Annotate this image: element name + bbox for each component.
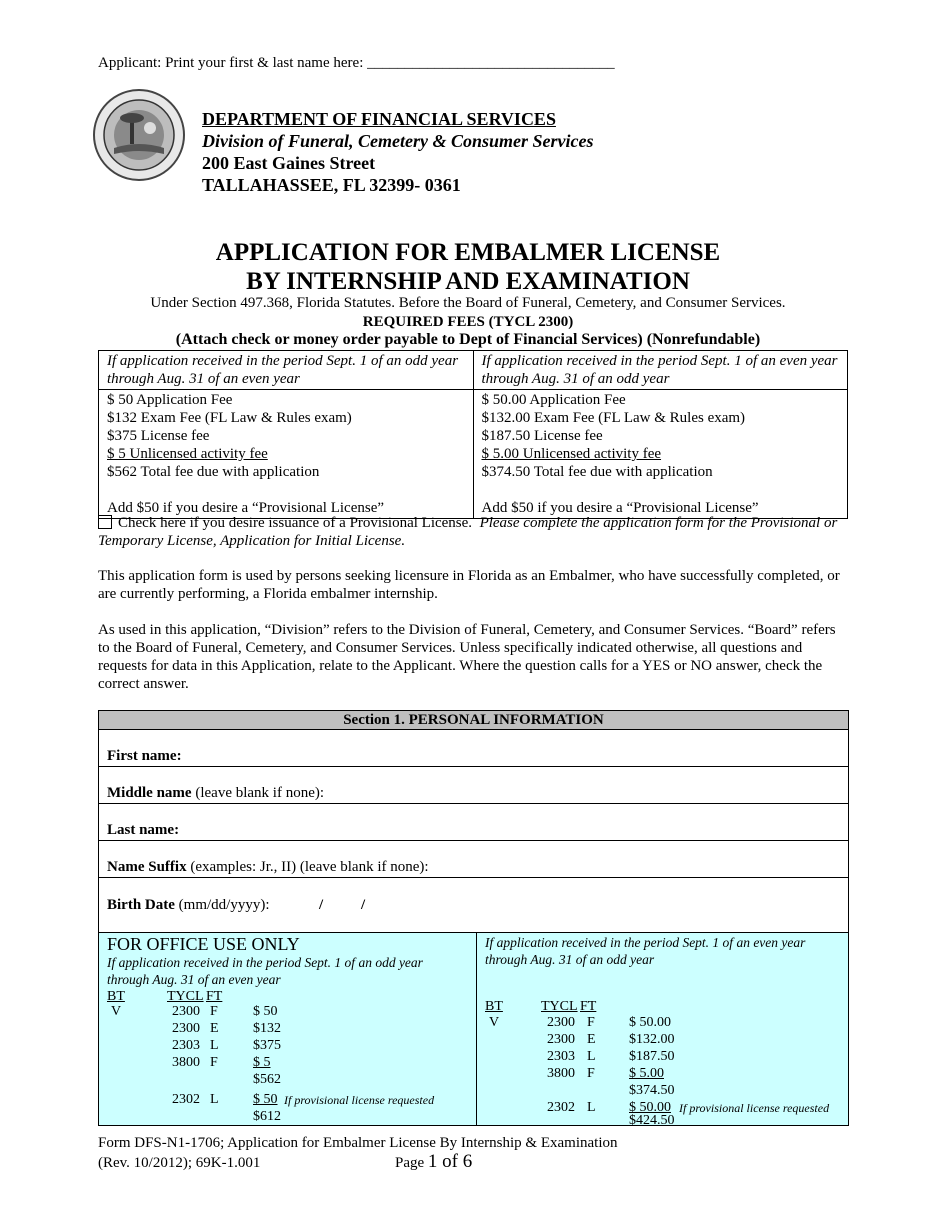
v-label: V (111, 1004, 122, 1019)
footer-revision: (Rev. 10/2012); 69K-1.001 (98, 1155, 261, 1171)
office-use-left (99, 933, 477, 1125)
fees-right-column (473, 390, 848, 519)
page-number (395, 1151, 472, 1174)
office-use-right (477, 933, 848, 1128)
office-tycl: 2300 (547, 1032, 575, 1047)
department-name: DEPARTMENT OF FINANCIAL SERVICES (202, 109, 556, 129)
office-ft: E (210, 1021, 219, 1036)
name-suffix-hint: (examples: Jr., II) (leave blank if none): (186, 859, 429, 875)
birth-date-field[interactable] (99, 878, 848, 933)
office-left-total: $562 (253, 1072, 281, 1087)
bt-label: BT (485, 999, 503, 1014)
office-tycl: 3800 (547, 1066, 575, 1081)
fee-line: $ 50 Application Fee (107, 392, 233, 408)
office-ft: E (587, 1032, 596, 1047)
bt-label: BT (107, 989, 125, 1004)
fee-line: $ 50.00 Application Fee (481, 392, 626, 408)
page-of: of (437, 1151, 463, 1172)
birth-date-hint: (mm/dd/yyyy): (174, 897, 270, 913)
office-ft: L (210, 1092, 219, 1107)
office-ft: F (210, 1004, 218, 1019)
footer-form-number: Form DFS-N1-1706; Application for Embalmer License By Internship & Examination (98, 1135, 618, 1151)
first-name-label: First name: (107, 748, 182, 764)
office-right-grand-total: $424.50 (629, 1113, 675, 1128)
office-amount: $375 (253, 1038, 281, 1053)
office-amount: $132 (253, 1021, 281, 1036)
ft-label: FT (580, 999, 597, 1014)
provisional-license-checkbox[interactable] (98, 515, 112, 529)
section1-personal-information (98, 710, 849, 1126)
office-left-note: If application received in the period Sept. 1 of an odd year through Aug. 31 of an even year (107, 955, 423, 987)
department-header (202, 108, 594, 196)
office-use-area (99, 933, 848, 1128)
office-ft: L (587, 1049, 596, 1064)
middle-name-hint: (leave blank if none): (191, 785, 325, 801)
office-tycl: 2303 (172, 1038, 200, 1053)
office-tycl: 2303 (547, 1049, 575, 1064)
required-fees-heading: REQUIRED FEES (TYCL 2300) (362, 314, 574, 330)
florida-state-seal-icon (92, 88, 186, 182)
ft-label: FT (206, 989, 223, 1004)
tycl-label: TYCL (167, 989, 204, 1004)
fees-right-header: If application received in the period Sept. 1 of an even year through Aug. 31 of an odd year (473, 351, 848, 390)
office-prov-note: If provisional license requested (284, 1093, 435, 1107)
city-state-zip: TALLAHASSEE, FL 32399- 0361 (202, 175, 461, 195)
office-amount: $ 5 (253, 1055, 271, 1070)
fee-total: $562 Total fee due with application (107, 464, 320, 480)
middle-name-label: Middle name (107, 785, 192, 801)
provisional-license-option (98, 514, 843, 550)
office-ft: F (210, 1055, 218, 1070)
provisional-check-text: Check here if you desire issuance of a Provisional License. (118, 515, 473, 531)
office-right-total: $374.50 (629, 1083, 675, 1098)
office-tycl: 2302 (547, 1100, 575, 1115)
office-amount: $187.50 (629, 1049, 675, 1064)
provisional-fee-note: Add $50 if you desire a “Provisional License” (481, 500, 759, 516)
section1-header: Section 1. PERSONAL INFORMATION (99, 711, 848, 730)
name-suffix-field[interactable] (99, 841, 848, 878)
office-amount: $ 50 (253, 1092, 278, 1107)
office-prov-note: If provisional license requested (679, 1101, 830, 1115)
office-tycl: 2302 (172, 1092, 200, 1107)
fee-line: $375 License fee (107, 428, 210, 444)
office-tycl: 3800 (172, 1055, 200, 1070)
birth-date-label: Birth Date (107, 897, 175, 913)
fee-total: $374.50 Total fee due with application (481, 464, 713, 480)
division-name: Division of Funeral, Cemetery & Consumer Services (202, 131, 594, 151)
provisional-instructions: Please complete the application form for the Provisional or Temporary License, Application for Initial License. (98, 515, 838, 549)
page-prefix: Page (395, 1155, 428, 1171)
office-amount: $ 50 (253, 1004, 278, 1019)
middle-name-field[interactable] (99, 767, 848, 804)
last-name-label: Last name: (107, 822, 180, 838)
fees-table (98, 350, 848, 519)
office-amount: $ 50.00 (629, 1100, 671, 1115)
provisional-fee-note: Add $50 if you desire a “Provisional License” (107, 500, 385, 516)
v-label: V (489, 1015, 500, 1030)
fee-line: $132 Exam Fee (FL Law & Rules exam) (107, 410, 352, 426)
office-ft: F (587, 1066, 595, 1081)
payment-instructions: (Attach check or money order payable to Dept of Financial Services) (Nonrefundable) (175, 331, 761, 348)
fee-line: $187.50 License fee (481, 428, 603, 444)
office-ft: L (210, 1038, 219, 1053)
form-title-line2: BY INTERNSHIP AND EXAMINATION (246, 268, 690, 295)
form-title-line1: APPLICATION FOR EMBALMER LICENSE (215, 239, 721, 266)
office-amount: $ 50.00 (629, 1015, 671, 1030)
fees-left-header: If application received in the period Sept. 1 of an odd year through Aug. 31 of an even year (99, 351, 474, 390)
date-slash: / (361, 897, 366, 913)
fees-left-column (99, 390, 474, 519)
office-right-note: If application received in the period Sept. 1 of an even year through Aug. 31 of an odd year (485, 935, 806, 967)
name-suffix-label: Name Suffix (107, 859, 187, 875)
last-name-field[interactable] (99, 804, 848, 841)
definitions-paragraph: As used in this application, “Division” refers to the Division of Funeral, Cemetery, and Consumer Services. “Board” refers to the Board of Funeral, Cemetery, and Consumer Services. Unless specifically indicated otherwise, all questions and requests for data in this Application, relate to the Applicant. Where the question calls for a YES or NO answer, check the correct answer. (98, 622, 836, 692)
intro-paragraph: This application form is used by persons seeking licensure in Florida as an Embalmer, who have successfully completed, or are currently performing, a Florida embalmer internship. (98, 568, 840, 602)
tycl-label: TYCL (541, 999, 578, 1014)
office-ft: L (587, 1100, 596, 1115)
office-tycl: 2300 (547, 1015, 575, 1030)
office-use-heading: FOR OFFICE USE ONLY (107, 934, 300, 954)
street-address: 200 East Gaines Street (202, 153, 376, 173)
fee-line: $ 5 Unlicensed activity fee (107, 446, 268, 462)
statute-line: Under Section 497.368, Florida Statutes. Before the Board of Funeral, Cemetery, and Consumer Services. (150, 295, 786, 311)
office-tycl: 2300 (172, 1021, 200, 1036)
page-total: 6 (462, 1151, 473, 1172)
first-name-field[interactable] (99, 730, 848, 767)
office-ft: F (587, 1015, 595, 1030)
fee-line: $ 5.00 Unlicensed activity fee (481, 446, 662, 462)
office-amount: $132.00 (629, 1032, 675, 1047)
fee-line: $132.00 Exam Fee (FL Law & Rules exam) (481, 410, 746, 426)
office-left-grand-total: $612 (253, 1109, 281, 1124)
page-current: 1 (427, 1151, 438, 1172)
applicant-name-line[interactable]: Applicant: Print your first & last name here: _________________________________ (98, 55, 615, 71)
office-tycl: 2300 (172, 1004, 200, 1019)
office-amount: $ 5.00 (629, 1066, 664, 1081)
date-slash: / (319, 897, 324, 913)
